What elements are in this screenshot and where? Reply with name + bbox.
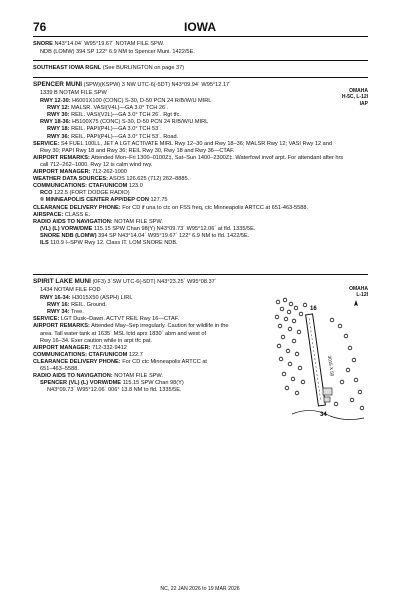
spencer-detail-line: [33, 141, 332, 148]
spirit-side-1: L-12I: [356, 292, 368, 299]
spencer-detail-label: AIRSPACE:: [33, 211, 64, 218]
spencer-detail-label: SNORE NDB (LOMW): [40, 232, 97, 239]
southeast-name: SOUTHEAST IOWA RGNL: [33, 65, 102, 71]
spirit-detail-value: LGT Dusk–Dawn. ACTVT REIL Rwy 16—CTAF.: [60, 316, 180, 323]
spirit-airport-diagram: [272, 296, 368, 428]
spencer-detail-line: [33, 219, 163, 226]
spencer-detail-value: 394 SP N43°14.04´ W95°19.67´ 122° 6.9 NM to fld. 1422/5E.: [98, 232, 250, 239]
spencer-detail-line: [33, 169, 127, 176]
footer-effective-dates: NC, 22 JAN 2026 to 19 MAR 2026: [160, 586, 240, 592]
spencer-detail-value: For CD if una to ctc on FSS freq, ctc Minneapolis ARTCC at 651-463-5588.: [122, 204, 309, 211]
spencer-detail-label: RCO: [40, 190, 53, 197]
page-state-title: IOWA: [184, 20, 216, 34]
spencer-line2: 1339 B NOTAM FILE SPW: [40, 90, 107, 96]
spencer-detail-label: RADIO AIDS TO NAVIGATION:: [33, 218, 113, 225]
runway-16-34: [306, 314, 326, 406]
southeast-entry: [33, 65, 184, 72]
spencer-detail-value: MALSR. VASI(V4L)—GA 3.0° TCH 26´.: [71, 105, 169, 112]
spencer-detail-line: [40, 119, 208, 126]
spencer-detail-label: ® MINNEAPOLIS CENTER APP/DEP CON: [40, 197, 149, 204]
spencer-detail-line: [33, 176, 189, 183]
southeast-note: (See BURLINGTON on page 37): [102, 65, 185, 71]
spencer-detail-label: COMMUNICATIONS: CTAF/UNICOM: [33, 183, 128, 190]
spencer-detail-label: RWY 30:: [47, 112, 70, 119]
spencer-detail-label: (VL) (L) VORW/DME: [40, 225, 93, 232]
spencer-detail-value: REIL. PAPI(P4L)—GA 3.0° TCH 53´. Road.: [71, 133, 179, 140]
shoreline: [292, 410, 364, 419]
spirit-detail-line: [40, 366, 79, 373]
spencer-header: [33, 82, 231, 89]
spirit-detail-value: Tree.: [70, 309, 84, 316]
spencer-detail-line: [47, 112, 181, 119]
spencer-detail-value: Attended Mon–Fri 1300–0100Z‡, Sat–Sun 1400–2300Z‡. Waterfowl invof arpt. For attendant after hrs: [91, 154, 344, 161]
spirit-detail-label: CLEARANCE DELIVERY PHONE:: [33, 358, 121, 365]
spencer-side: [342, 88, 368, 107]
spencer-detail-label: RWY 18:: [47, 126, 70, 133]
spencer-detail-line: [40, 148, 235, 155]
spirit-detail-label: RADIO AIDS TO NAVIGATION:: [33, 373, 113, 380]
spirit-detail-line: [40, 380, 184, 387]
spencer-detail-value: Rwy 30; PAPI Rwy 18 and Rwy 36; REIL Rwy 30, Rwy 18 and Rwy 36—CTAF.: [40, 147, 235, 154]
spirit-detail-value: Attended May–Sep irregularly. Caution for wildlife in the: [91, 323, 229, 330]
spirit-detail-label: COMMUNICATIONS: CTAF/UNICOM: [33, 351, 128, 358]
spirit-detail-label: RWY 16-34:: [40, 295, 71, 301]
spirit-side-0: OMAHA: [349, 286, 368, 292]
spencer-detail-line: [47, 134, 178, 141]
true-north-arrow: [354, 300, 358, 306]
spencer-detail-label: SERVICE:: [33, 140, 60, 147]
spencer-detail-value: CLASS E.: [64, 211, 91, 218]
spencer-side-0: OMAHA: [349, 88, 368, 94]
spirit-detail-line: [47, 302, 107, 309]
spirit-line2: 1434 NOTAM FILE FOD: [40, 287, 101, 293]
spirit-detail-value: 651–463–5588.: [40, 366, 79, 372]
spencer-detail-label: WEATHER DATA SOURCES:: [33, 176, 108, 183]
spirit-detail-line: [33, 373, 163, 380]
spencer-detail-line: [40, 197, 168, 204]
spirit-detail-value: 712-332-9412: [92, 344, 127, 351]
divider-3: [33, 274, 368, 275]
spencer-detail-value: REIL. PAPI(P4L)—GA 3.0° TCH 53´.: [71, 126, 162, 133]
spencer-detail-line: [40, 240, 178, 247]
spencer-detail-label: ILS: [40, 240, 49, 246]
snore-name: SNORE: [33, 41, 53, 47]
spencer-detail-line: [33, 212, 90, 219]
spirit-detail-label: RWY 16:: [47, 302, 70, 309]
spirit-detail-label: AIRPORT REMARKS:: [33, 323, 90, 330]
spencer-name: SPENCER MUNI: [33, 81, 83, 88]
apron: [323, 388, 332, 402]
spirit-detail-line: [33, 352, 143, 359]
spirit-detail-value: N43°09.73´ W95°12.06´ 006° 13.8 NM to fld. 1335/5E.: [47, 387, 182, 394]
spirit-name: SPIRIT LAKE MUNI: [33, 278, 91, 285]
spencer-detail-line: [33, 183, 143, 190]
spirit-detail-value: REIL. Ground.: [71, 302, 107, 309]
spencer-detail-value: call 712–262–1000. Rwy 12 is calm wind rwy.: [40, 161, 153, 168]
spencer-detail-line: [40, 98, 211, 105]
spirit-detail-label: SPENCER (VL) (L) VORW/DME: [40, 380, 122, 387]
spirit-detail-label: AIRPORT MANAGER:: [33, 344, 91, 351]
spencer-detail-line: [40, 233, 249, 240]
spirit-detail-value: NOTAM FILE SPW.: [114, 373, 163, 380]
spencer-detail-value: 110.9 I–SPW Rwy 12. Class IT. LOM SNORE NDB.: [50, 240, 178, 246]
spirit-detail-line: [47, 309, 84, 316]
spirit-detail-value: 122.7: [128, 351, 143, 358]
spirit-detail-line: [33, 359, 207, 366]
divider-2: [33, 77, 368, 78]
spirit-detail-line: [40, 295, 132, 302]
spirit-detail-value: H3015X50 (ASPH) LIRL: [72, 295, 133, 301]
spencer-detail-value: 712-262-1000: [92, 169, 127, 175]
spencer-detail-line: [40, 226, 255, 233]
spirit-line1: (0F3) 3´SW UTC-6(-5DT) N43°23.25´ W95°08.37´: [92, 279, 217, 285]
spencer-side-1: H-5C, L-12I: [341, 94, 368, 101]
spencer-detail-value: 122.5 (FORT DODGE RADIO): [54, 190, 130, 197]
spencer-detail-label: RWY 36:: [47, 133, 70, 140]
snore-coords: N43°14.04´ W95°19.67´ NOTAM FILE SPW.: [54, 41, 165, 47]
spirit-detail-label: SERVICE:: [33, 316, 60, 323]
spencer-detail-value: REIL. VASI(V2L)—GA 3.0° TCH 26´. Rgt tfc.: [71, 112, 181, 119]
spencer-detail-line: [47, 105, 169, 112]
spencer-detail-value: S4 FUEL 100LL, JET A LGT ACTIVATE MIRL Rwy 12–30 and Rwy 18–36; MALSR Rwy 12; VASI Rwy 12 and: [60, 140, 332, 147]
spencer-detail-label: AIRPORT REMARKS:: [33, 154, 90, 161]
spencer-line1: (SPW)(KSPW) 3 NW UTC-6(-5DT) N43°09.94´ W95°12.17´: [83, 82, 232, 88]
spencer-detail-line: [47, 126, 162, 133]
snore-ndb: NDB (LOMW) 394 SP 122° 6.9 NM to Spencer Muni. 1422/5E.: [40, 49, 195, 55]
spencer-detail-label: AIRPORT MANAGER:: [33, 169, 91, 175]
spirit-detail-line: [33, 323, 228, 330]
spirit-detail-line: [40, 338, 152, 345]
spencer-detail-line: [33, 155, 343, 162]
spirit-detail-label: RWY 34:: [47, 309, 70, 316]
spirit-detail-line: [40, 331, 206, 338]
spencer-detail-value: ASOS 126.625 (712) 262–8885.: [109, 176, 190, 183]
spirit-detail-value: area. Tall water tank at 1635´ MSL lctd aprx 1830´ abm and west of: [40, 330, 207, 337]
spirit-detail-line: [33, 345, 127, 352]
runway-length-label: 3015 X 50: [327, 355, 335, 377]
spencer-detail-value: NOTAM FILE SPW.: [114, 218, 163, 225]
spencer-detail-value: 127.75: [150, 197, 168, 204]
spirit-detail-value: For CD ctc Minneapolis ARTCC at: [122, 358, 207, 365]
spencer-detail-line: [40, 162, 152, 169]
spirit-detail-line: [33, 316, 179, 323]
spencer-detail-value: H6001X100 (CONC) S-30, D-50 PCN 24 R/B/W/U MIRL: [72, 98, 212, 104]
spirit-detail-line: [47, 387, 182, 394]
spencer-detail-label: RWY 18-36:: [40, 119, 71, 126]
snore-entry: [33, 41, 164, 48]
spencer-detail-value: H5100X75 (CONC) S-30, D-50 PCN 24 R/B/W/U MIRL: [72, 119, 209, 126]
header-divider: [33, 36, 368, 37]
divider-1: [33, 60, 368, 61]
spencer-detail-label: RWY 12:: [47, 105, 70, 112]
spencer-detail-label: CLEARANCE DELIVERY PHONE:: [33, 204, 121, 211]
spencer-detail-value: 115.15 SPW Chan 98(Y) N43°09.73´ W95°12.06´ at fld. 1335/5E.: [93, 225, 256, 232]
spencer-detail-value: 123.0: [128, 183, 143, 190]
page-number: 76: [33, 20, 47, 34]
spencer-detail-label: RWY 12-30:: [40, 98, 71, 104]
runway-16-label: 16: [310, 306, 317, 312]
spencer-detail-line: [33, 205, 308, 212]
spirit-detail-value: 115.15 SPW Chan 98(Y): [122, 380, 184, 387]
spirit-header: [33, 279, 217, 286]
spirit-detail-value: Rwy 16–34. Exer caution while in arpt tfc pat.: [40, 337, 152, 344]
spencer-side-2: IAP: [359, 100, 368, 107]
runway-34-label: 34: [320, 412, 327, 418]
